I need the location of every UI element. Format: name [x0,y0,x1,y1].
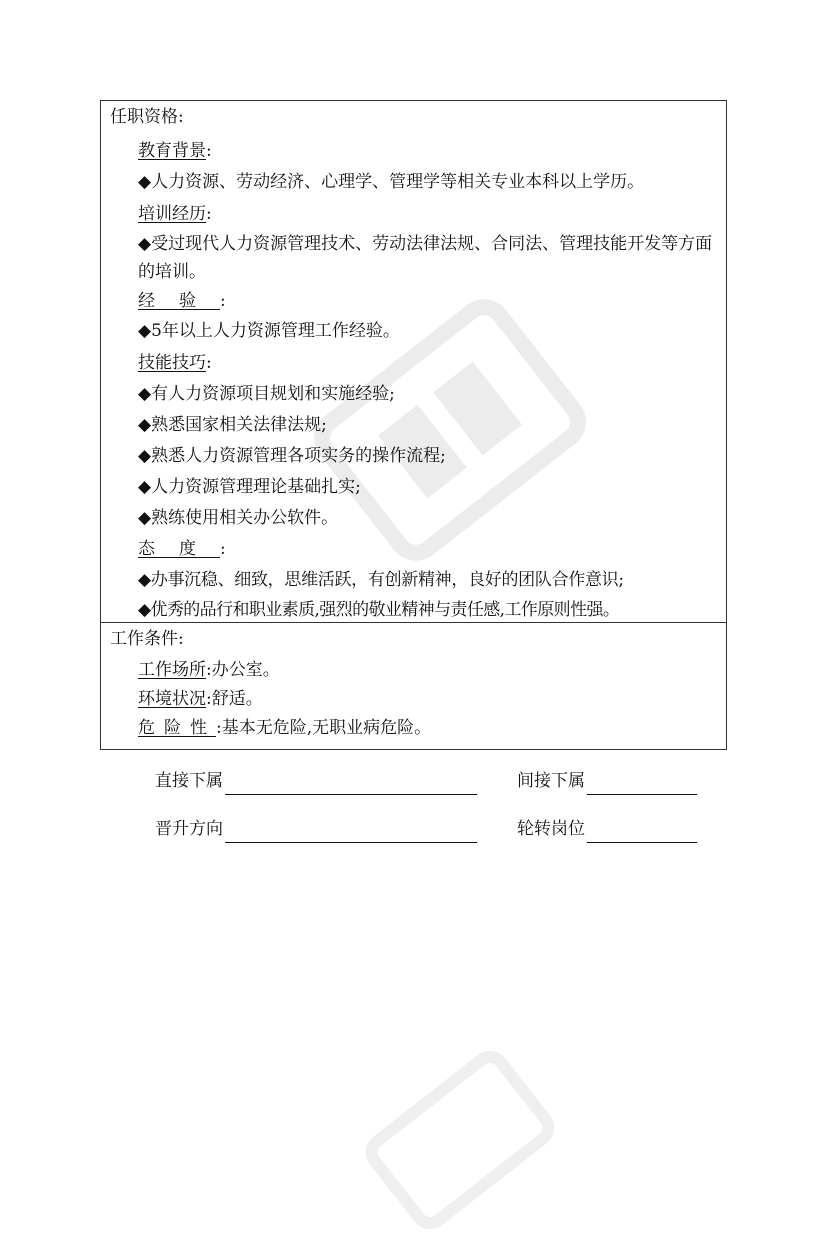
qualifications-title: 任职资格: [110,107,184,127]
qualifications-cell [101,101,726,623]
indirect-subordinate-row [517,767,697,795]
attitude-suffix: : [220,539,226,559]
attitude-item: ◆优秀的品行和职业素质,强烈的敬业精神与责任感,工作原则性强。 [138,600,620,620]
experience-label: 经验 [138,291,220,311]
location-label: 工作场所 [138,660,206,680]
experience-item: ◆5年以上人力资源管理工作经验。 [138,321,400,341]
conditions-cell [101,623,726,749]
experience-heading [138,287,720,315]
rotation-position-label: 轮转岗位 [517,819,585,839]
rotation-position-field[interactable] [587,822,697,843]
indirect-subordinate-label: 间接下属 [517,771,585,791]
skills-item: ◆熟悉国家相关法律法规; [138,415,327,435]
skills-label: 技能技巧 [138,353,206,373]
skills-item: ◆人力资源管理理论基础扎实; [138,477,361,497]
environment-value: :舒适。 [206,689,263,709]
skills-item: ◆熟悉人力资源管理各项实务的操作流程; [138,446,446,466]
direct-subordinate-label: 直接下属 [155,771,223,791]
experience-suffix: : [220,291,226,311]
conditions-title: 工作条件: [110,629,184,649]
attitude-label: 态度 [138,539,220,559]
promotion-direction-row [155,815,477,843]
education-item: ◆人力资源、劳动经济、心理学、管理学等相关专业本科以上学历。 [138,172,645,192]
skills-suffix: : [206,353,212,373]
training-suffix: : [206,204,212,224]
promotion-direction-field[interactable] [225,822,477,843]
watermark-logo-bottom [338,1023,582,1256]
training-heading [138,200,720,228]
education-suffix: : [206,141,212,161]
job-requirements-table [100,100,727,750]
skills-heading [138,349,720,377]
skills-item: ◆熟练使用相关办公软件。 [138,508,339,528]
training-item-text: ◆受过现代人力资源管理技术、劳动法律法规、合同法、管理技能开发等方面的培训。 [138,234,713,282]
environment-row [138,685,720,713]
education-label: 教育背景 [138,141,206,161]
direct-subordinate-row [155,767,477,795]
risk-label: 危险性 [138,718,216,738]
location-row [138,656,720,684]
attitude-item: ◆办事沉稳、细致，思维活跃，有创新精神，良好的团队合作意识; [138,570,624,590]
training-item [138,230,720,286]
environment-label: 环境状况 [138,689,206,709]
location-value: :办公室。 [206,660,280,680]
training-label: 培训经历 [138,204,206,224]
promotion-direction-label: 晋升方向 [155,819,223,839]
risk-value: :基本无危险,无职业病危险。 [216,718,432,738]
risk-row [138,714,720,742]
attitude-heading [138,535,720,563]
education-heading [138,137,720,165]
skills-item: ◆有人力资源项目规划和实施经验; [138,384,395,404]
indirect-subordinate-field[interactable] [587,774,697,795]
rotation-position-row [517,815,697,843]
direct-subordinate-field[interactable] [225,774,477,795]
